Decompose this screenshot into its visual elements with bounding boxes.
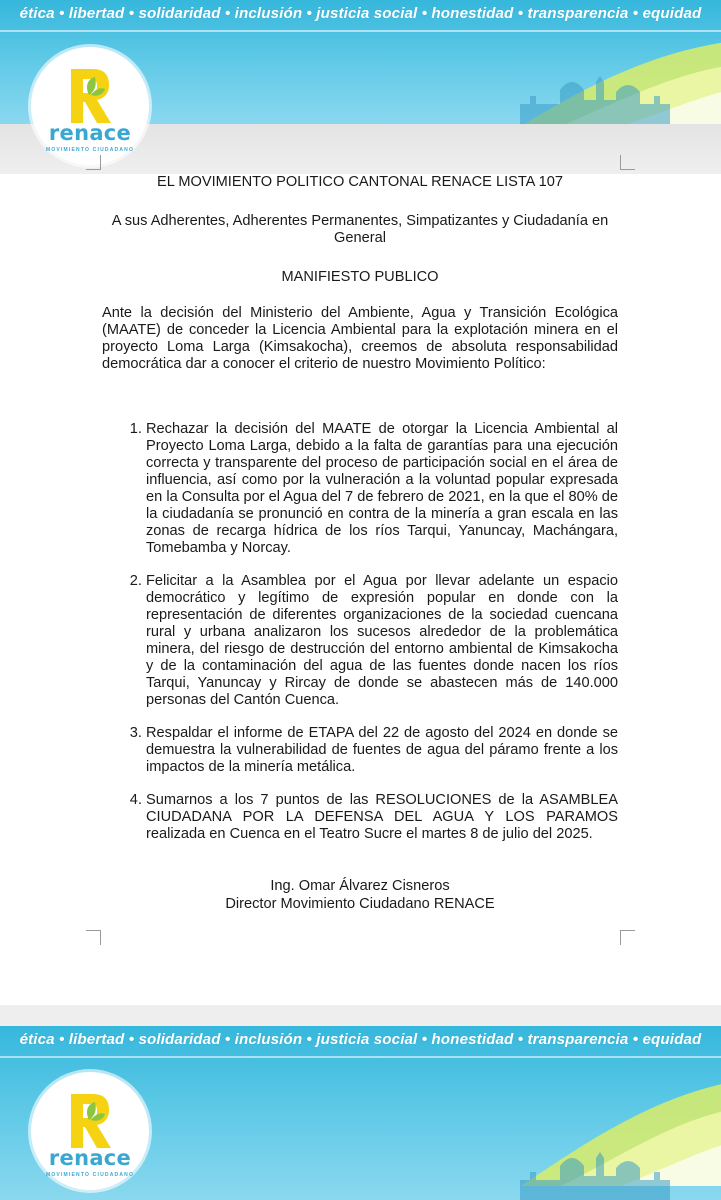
list-item: 3. Respaldar el informe de ETAPA del 22 de agosto del 2024 en donde se demuestra la vulnerabilidad de fuentes de agua del páramo frente a los impactos de la minería metálica. xyxy=(146,725,618,776)
renace-logo xyxy=(31,1072,149,1190)
list-item: 1. Rechazar la decisión del MAATE de otorgar la Licencia Ambiental al Proyecto Loma Larga, debido a la falta de garantías para una ejecución correcta y transparente del proceso de participación social en el área de influencia, así como por la vulneración a la voluntad popular expresada en la Consulta por el Agua del 7 de febrero de 2021, en la que el 80% de la ciudadanía se pronunció en contra de la minería a gran escala en las zonas de recarga hídrica de los ríos Tarqui, Yanuncay, Machángara, Tomebamba y Norcay. xyxy=(146,421,618,557)
crop-mark xyxy=(620,930,635,945)
manifesto-title: MANIFIESTO PUBLICO xyxy=(281,269,439,285)
logo-subtitle: MOVIMIENTO CIUDADANO xyxy=(45,147,135,153)
logo-wordmark: renace xyxy=(48,121,132,145)
list-item: 4. Sumarnos a los 7 puntos de las RESOLUCIONES de la ASAMBLEA CIUDADANA POR LA DEFENSA DEL AGUA Y LOS PARAMOS realizada en Cuenca en el Teatro Sucre el martes 8 de julio del 2025. xyxy=(146,792,618,843)
crop-mark xyxy=(620,155,635,170)
values-banner-text: ética • libertad • solidaridad • inclusión • justicia social • honestidad • transparencia • equidad xyxy=(19,5,702,22)
logo-wordmark: renace xyxy=(48,1146,132,1170)
crop-mark xyxy=(86,930,101,945)
footer-gray-band xyxy=(0,1005,721,1026)
renace-logo xyxy=(31,47,149,165)
signature-name: Ing. Omar Álvarez Cisneros xyxy=(270,878,450,894)
banner-divider xyxy=(0,1056,721,1058)
manifesto-document xyxy=(102,172,618,913)
resolution-list xyxy=(102,421,618,843)
cathedral-skyline-graphic xyxy=(520,70,670,124)
signature-role: Director Movimiento Ciudadano RENACE xyxy=(225,896,495,912)
intro-paragraph: Ante la decisión del Ministerio del Ambiente, Agua y Transición Ecológica (MAATE) de conceder la Licencia Ambiental para la explotación minera en el proyecto Loma Larga (Kimsakocha), creemos de absoluta responsabilidad democrática dar a conocer el criterio de nuestro Movimiento Político: xyxy=(102,305,618,372)
renace-r-leaf-icon xyxy=(65,1090,115,1150)
crop-mark xyxy=(86,155,101,170)
list-item: 2. Felicitar a la Asamblea por el Agua por llevar adelante un espacio democrático y legítimo de expresión popular en donde con la representación de diferentes organizaciones de la sociedad cuencana rural y urbana analizaron los sucesos alrededor de la problemática minera, del riesgo de destrucción del entorno ambiental de Kimsakocha y de la contaminación del agua de las fuentes donde nacen los ríos Tarqui, Yanuncay y Rircay de donde se abastecen más de 140.000 personas del Cantón Cuenca. xyxy=(146,573,618,709)
audience-line: A sus Adherentes, Adherentes Permanentes, Simpatizantes y Ciudadanía en General xyxy=(111,213,609,246)
values-banner-text: ética • libertad • solidaridad • inclusión • justicia social • honestidad • transparencia • equidad xyxy=(19,1031,702,1048)
logo-subtitle: MOVIMIENTO CIUDADANO xyxy=(45,1172,135,1178)
signature-block xyxy=(102,877,618,913)
renace-r-leaf-icon xyxy=(65,65,115,125)
organization-title: EL MOVIMIENTO POLITICO CANTONAL RENACE LISTA 107 xyxy=(156,174,564,190)
cathedral-skyline-graphic xyxy=(520,1146,670,1200)
